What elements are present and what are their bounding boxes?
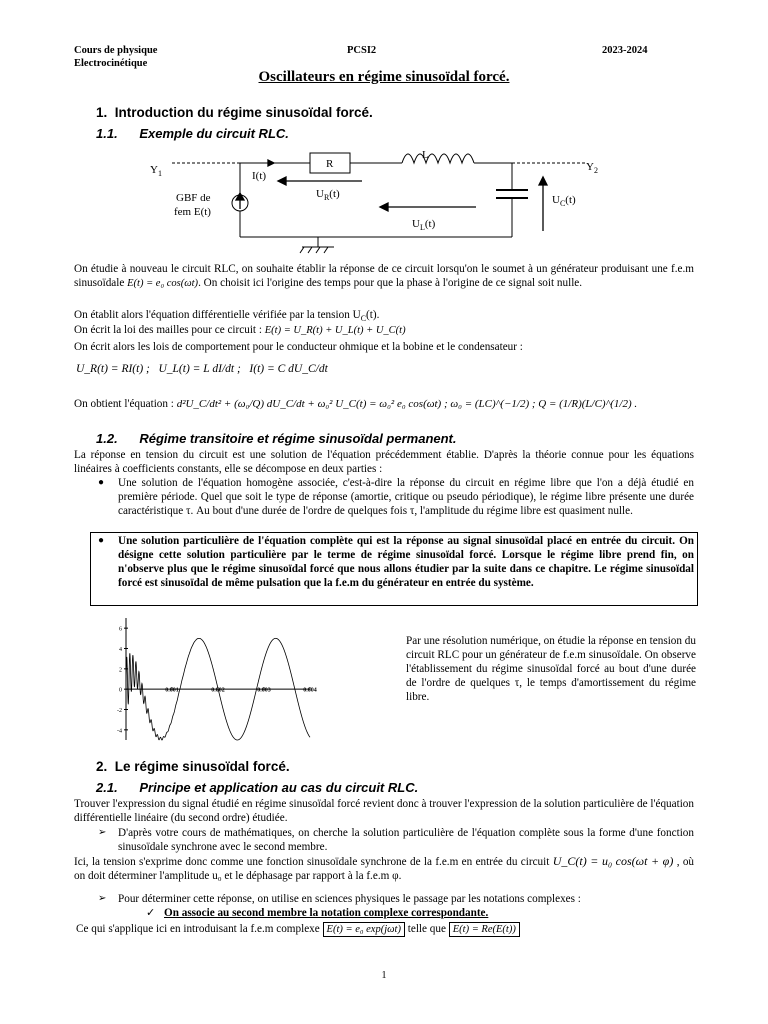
paragraph-particular: Trouver l'expression du signal étudié en régime sinusoïdal forcé revient donc à trouver l'expression de la solution particulière de l'équation différentielle linéaire (du second ordre) étudiée. [74,798,694,824]
paragraph-decomposition: La réponse en tension du circuit est une solution de l'équation précédemment établie. D'après la théorie connue pour les équations linéaires à coefficients constants, elle se décompose en deux parties : [74,449,694,475]
paragraph-numerical: Par une résolution numérique, on étudie la réponse en tension du circuit RLC pour un générateur de f.e.m sinusoïdale. On observe l'établissement du régime sinusoïdal forcé au bout d'une durée de l'ordre de quelques τ, le temps d'amortissement du régime libre. [406,635,696,703]
gbf-label-2: fem E(t) [174,206,211,218]
paragraph-mesh-law: On écrit la loi des mailles pour ce circuit : E(t) = U_R(t) + U_L(t) + U_C(t) [74,324,406,336]
checkmark-icon: ✓ [146,907,156,919]
bullet-icon: ● [98,477,105,488]
rlc-circuit-diagram [140,145,620,265]
page-title: Oscillateurs en régime sinusoïdal forcé. [258,69,510,85]
paragraph-voltage: Ici, la tension s'exprime donc comme une fonction sinusoïdale synchrone de la f.e.m en entrée du circuit U_C(t) = u₀ cos(ωt + φ) , où on doit déterminer l'amplitude u₀ et le déphasage par rapport à la f.e.m φ. [74,854,695,882]
i-label: I(t) [252,170,267,182]
section-1-1-heading: 1.1. Exemple du circuit RLC. [96,126,289,141]
paragraph-behaviour-laws: On écrit alors les lois de comportement pour le conducteur ohmique et la bobine et le condensateur : [74,341,523,353]
y-tick-label: -2 [117,708,122,714]
header-class: PCSI2 [347,45,377,56]
y-tick-label: 6 [119,626,122,633]
ur-label: $U_R(t)$ [316,188,340,202]
final-equation: On obtient l'équation : d²U_C/dt² + (ω₀/Q) dU_C/dt + ω₀² U_C(t) = ω₀² e₀ cos(ωt) ; ω₀ = (LC)^(−1/2) ; Q = (1/R)(L/C)^(1/2) . [74,398,638,410]
paragraph-complex-fem: Ce qui s'applique ici en introduisant la f.e.m complexe E(t) = e₀ exp(jωt) telle que E(t) = Re(E(t)) [76,922,520,937]
gbf-label-1: GBF de [176,192,211,204]
paragraph-intro: On étudie à nouveau le circuit RLC, on souhaite établir la réponse de ce circuit lorsqu'on le soumet à un générateur produisant une f.e.m sinusoïdale E(t) = e₀ cos(ωt). On choisit ici l'origine des temps pour que la phase à l'origine de ce signal soit nulle. [74,263,694,289]
bullet-icon: ● [98,535,105,546]
paragraph-diff-eq: On établit alors l'équation différentielle vérifiée par la tension $U_C(t)$. [74,309,380,324]
boxed-equation-2: E(t) = Re(E(t)) [449,922,520,937]
x-tick-label: 0.002 [211,687,225,694]
section-1-heading: 1. Introduction du régime sinusoïdal forcé. [96,105,373,120]
l-label: L [422,149,429,161]
y-tick-label: 0 [119,687,122,694]
section-2-heading: 2. Le régime sinusoïdal forcé. [96,759,290,774]
y-tick-label: 4 [119,647,122,653]
x-tick-label: 0.001 [165,687,179,694]
arrow-bullet-icon: ➢ [98,893,107,904]
arrow-item-maths: D'après votre cours de mathématiques, on cherche la solution particulière de l'équation complète sous la forme d'une fonction sinusoïdale synchrone avec le second membre. [118,827,694,853]
y1-label: $Y_1$ [150,164,162,178]
header-course: Cours de physique [74,45,158,56]
inductor-symbol [402,154,474,163]
bullet-particular: Une solution particulière de l'équation complète qui est la réponse au signal sinusoïdal placé en entrée du circuit. On désigne cette solution particulière par le terme de régime sinusoïdal forcé. Lorsque le régime libre prend fin, on n'observe plus que le régime sinusoïdal forcé que nous allons étudier par la suite dans ce chapitre. Le régime sinusoïdal forcé est sinusoïdal de même pulsation que la f.e.m du générateur en entrée du système. [118,535,694,589]
uc-label: $U_C(t)$ [552,194,576,208]
x-tick-label: 0.003 [257,687,271,694]
section-2-1-heading: 2.1. Principe et application au cas du circuit RLC. [96,780,419,795]
arrow-item-complex: Pour déterminer cette réponse, on utilise en sciences physiques le passage par les notations complexes : [118,893,581,905]
boxed-equation-1: E(t) = e₀ exp(jωt) [323,922,405,937]
behaviour-equations: U_R(t) = RI(t) ; U_L(t) = L dI/dt ; I(t) = C dU_C/dt [76,363,328,375]
y-tick-label: 2 [119,667,122,674]
r-label: R [326,158,334,170]
y2-label: $Y_2$ [586,161,598,175]
x-tick-label: 0.004 [303,687,317,694]
header-subject: Electrocinétique [74,58,148,69]
section-1-2-heading: 1.2. Régime transitoire et régime sinusoïdal permanent. [96,431,457,446]
page-number: 1 [381,970,387,981]
bullet-homogeneous: Une solution de l'équation homogène associée, c'est-à-dire la réponse du circuit en régime libre que l'on a déjà étudié en première période. Quel que soit le type de réponse (amortie, critique ou pseudo périodique), le régime libre présente une durée caractéristique τ. Au bout d'une durée de l'ordre de quelques fois τ, l'amplitude du régime libre est quasiment nulle. [118,477,694,517]
y-tick-label: -4 [117,728,122,735]
check-item: On associe au second membre la notation complexe correspondante. [164,907,489,919]
header-year: 2023-2024 [602,45,648,56]
response-chart [110,612,322,748]
ul-label: $U_L(t)$ [412,218,436,232]
arrow-bullet-icon: ➢ [98,827,107,838]
